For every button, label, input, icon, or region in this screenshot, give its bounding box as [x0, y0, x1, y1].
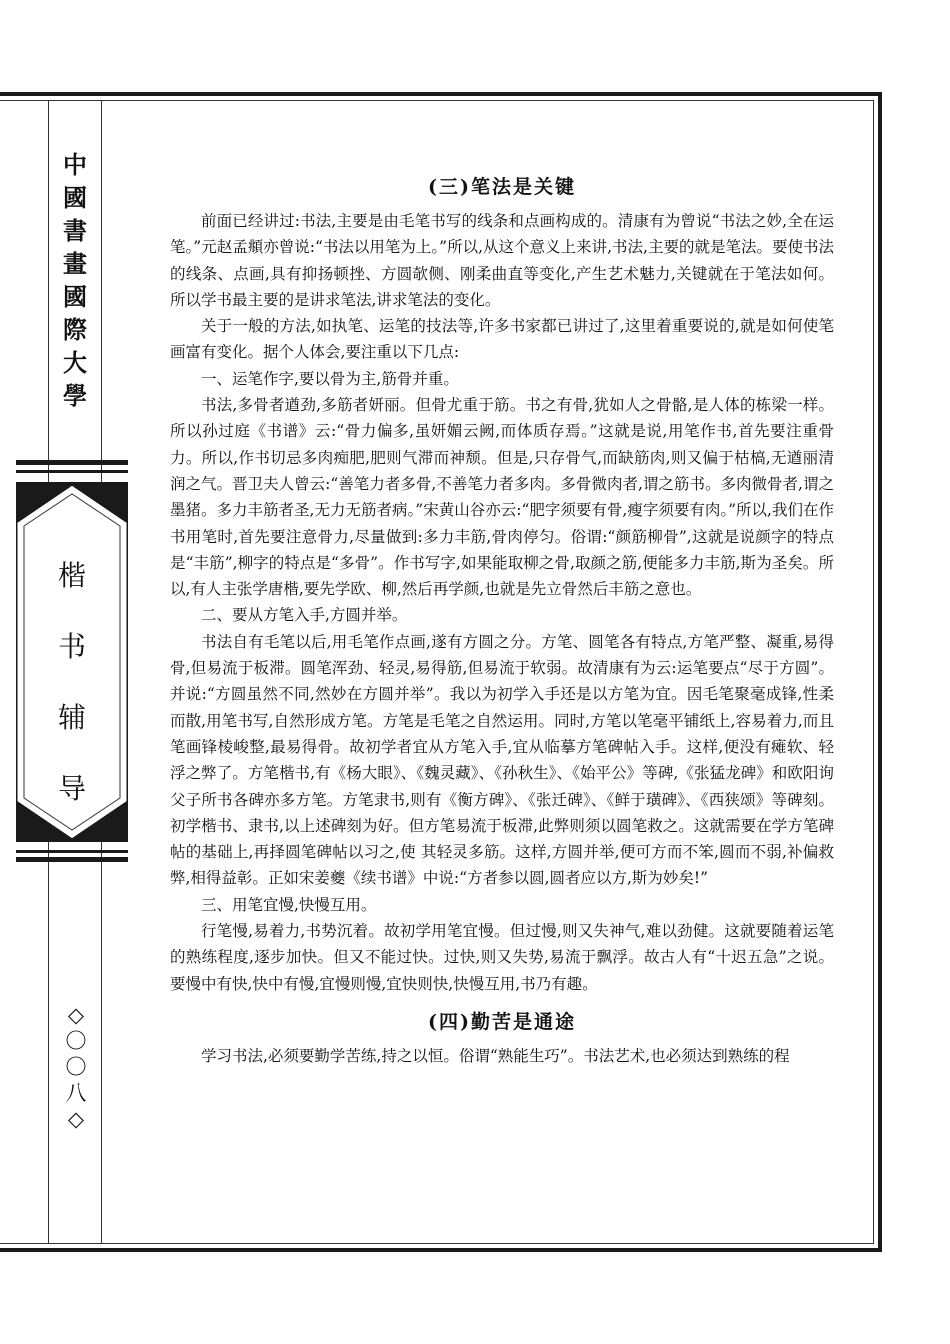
- section-heading-3: (三)笔法是关键: [428, 176, 576, 198]
- page-number-char: 〇: [65, 1055, 87, 1079]
- body-paragraph: 书法自有毛笔以后,用毛笔作点画,遂有方圆之分。方笔、圆笔各有特点,方笔严整、凝重,易得骨,但易流于板滞。圆笔浑劲、轻灵,易得筋,但易流于软弱。故清康有为云:运笔要点“尽于方圆”。并说:“方圆虽然不同,然妙在方圆并举”。我以为初学入手还是以方笔为宜。因毛笔聚毫成锋,性柔而散,用笔书写,自然形成方笔。方笔是毛笔之自然运用。同时,方笔以笔毫平铺纸上,容易着力,而且笔画锋棱峻整,最易得骨。故初学者宜从方笔入手,宜从临摹方笔碑帖入手。这样,便没有瘫软、轻浮之弊了。方笔楷书,有《杨大眼》、《魏灵藏》、《孙秋生》、《始平公》等碑,《张猛龙碑》和欧阳询父子所书各碑亦多方笔。方笔隶书,则有《衡方碑》、《张迁碑》、《鲜于璜碑》、《西狭颂》等碑刻。初学楷书、隶书,以上述碑刻为好。但方笔易流于板滞,此弊则须以圆笔救之。这就需要在学方笔碑帖的基础上,再择圆笔碑帖以习之,使 其轻灵多筋。这样,方圆并举,便可方而不笨,圆而不弱,补偏救弊,相得益彰。正如宋姜夔《续书谱》中说:“方者参以圆,圆者应以方,斯为妙矣!”: [170, 632, 834, 888]
- point-heading-3: 三、用笔宜慢,快慢互用。: [201, 895, 377, 914]
- page-number-char: ◇: [67, 1107, 85, 1131]
- page-number-char: 〇: [65, 1029, 87, 1053]
- section-heading-4: (四)勤苦是通途: [428, 1010, 576, 1033]
- point-heading-1: 一、运笔作字,要以骨为主,筋骨并重。: [201, 369, 459, 388]
- section-label-char: 书: [57, 630, 86, 663]
- main-content: [170, 172, 834, 1069]
- school-name-char: 國: [63, 282, 87, 311]
- body-paragraph: 行笔慢,易着力,书势沉着。故初学用笔宜慢。但过慢,则又失神气,难以劲健。这就要随着运笔的熟练程度,逐步加快。但又不能过快。过快,则又失势,易流于飘浮。故古人有“十迟五急”之说。要慢中有快,快中有慢,宜慢则慢,宜快则快,快慢互用,书乃有趣。: [170, 922, 834, 993]
- school-name-char: 畫: [63, 249, 87, 278]
- decorative-bar-bottom: [16, 850, 128, 853]
- decorative-bar-top-2: [16, 470, 128, 473]
- section-label-char: 辅: [57, 701, 86, 734]
- school-name-char: 書: [63, 216, 87, 245]
- school-name-char: 國: [63, 183, 87, 212]
- decorative-bar-top: [16, 460, 128, 465]
- school-name-vertical: [55, 148, 95, 412]
- point-heading-2: 二、要从方笔入手,方圆并举。: [201, 606, 408, 625]
- school-name-char: 際: [63, 315, 87, 344]
- body-paragraph: 关于一般的方法,如执笔、运笔的技法等,许多书家都已讲过了,这里着重要说的,就是如何使笔画富有变化。据个人体会,要注重以下几点:: [170, 317, 834, 362]
- school-name-char: 學: [63, 381, 87, 410]
- section-label-panel: [16, 482, 128, 842]
- page-number-vertical: [58, 1002, 94, 1132]
- body-paragraph: 学习书法,必须要勤学苦练,持之以恒。俗谓“熟能生巧”。书法艺术,也必须达到熟练的程: [201, 1046, 790, 1065]
- section-label-char: 楷: [57, 559, 86, 592]
- paragraph-group-1: [170, 208, 834, 997]
- school-name-char: 大: [63, 348, 87, 377]
- section-label-char: 导: [57, 772, 86, 805]
- body-paragraph: 书法,多骨者遒劲,多筋者妍丽。但骨尤重于筋。书之有骨,犹如人之骨骼,是人体的栋梁一样。所以孙过庭《书谱》云:“骨力偏多,虽妍媚云阙,而体质存焉。”这就是说,用笔作书,首先要注重骨力。所以,作书切忌多肉痴肥,肥则气滞而神颓。但是,只存骨气,而缺筋肉,则又偏于枯槁,无遒丽清润之气。晋卫夫人曾云:“善笔力者多骨,不善笔力者多肉。多骨微肉者,谓之筋书。多肉微骨者,谓之墨猪。多力丰筋者圣,无力无筋者病。”宋黄山谷亦云:“肥字须要有骨,瘦字须要有肉。”所以,我们在作书用笔时,首先要注意骨力,尽量做到:多力丰筋,骨肉停匀。俗谓:“颜筋柳骨”,这就是说颜字的特点是“丰筋”,柳字的特点是“多骨”。作书写字,如果能取柳之骨,取颜之筋,便能多力丰筋,斯为圣矣。所以,有人主张学唐楷,要先学欧、柳,然后再学颜,也就是先立骨然后丰筋之意也。: [170, 396, 834, 599]
- page-number-char: ◇: [67, 1003, 85, 1027]
- section-label-vertical: [16, 540, 128, 824]
- school-name-char: 中: [63, 150, 87, 179]
- decorative-bar-bottom-2: [16, 857, 128, 862]
- body-paragraph: 前面已经讲过:书法,主要是由毛笔书写的线条和点画构成的。清康有为曾说“书法之妙,全在运笔。”元赵孟頫亦曾说:“书法以用笔为上。”所以,从这个意义上来讲,书法,主要的就是笔法。要使书法的线条、点画,具有抑扬顿挫、方圆欹侧、刚柔曲直等变化,产生艺术魅力,关键就在于笔法如何。所以学书最主要的是讲求笔法,讲求笔法的变化。: [170, 212, 834, 309]
- page-number-char: 八: [65, 1081, 87, 1105]
